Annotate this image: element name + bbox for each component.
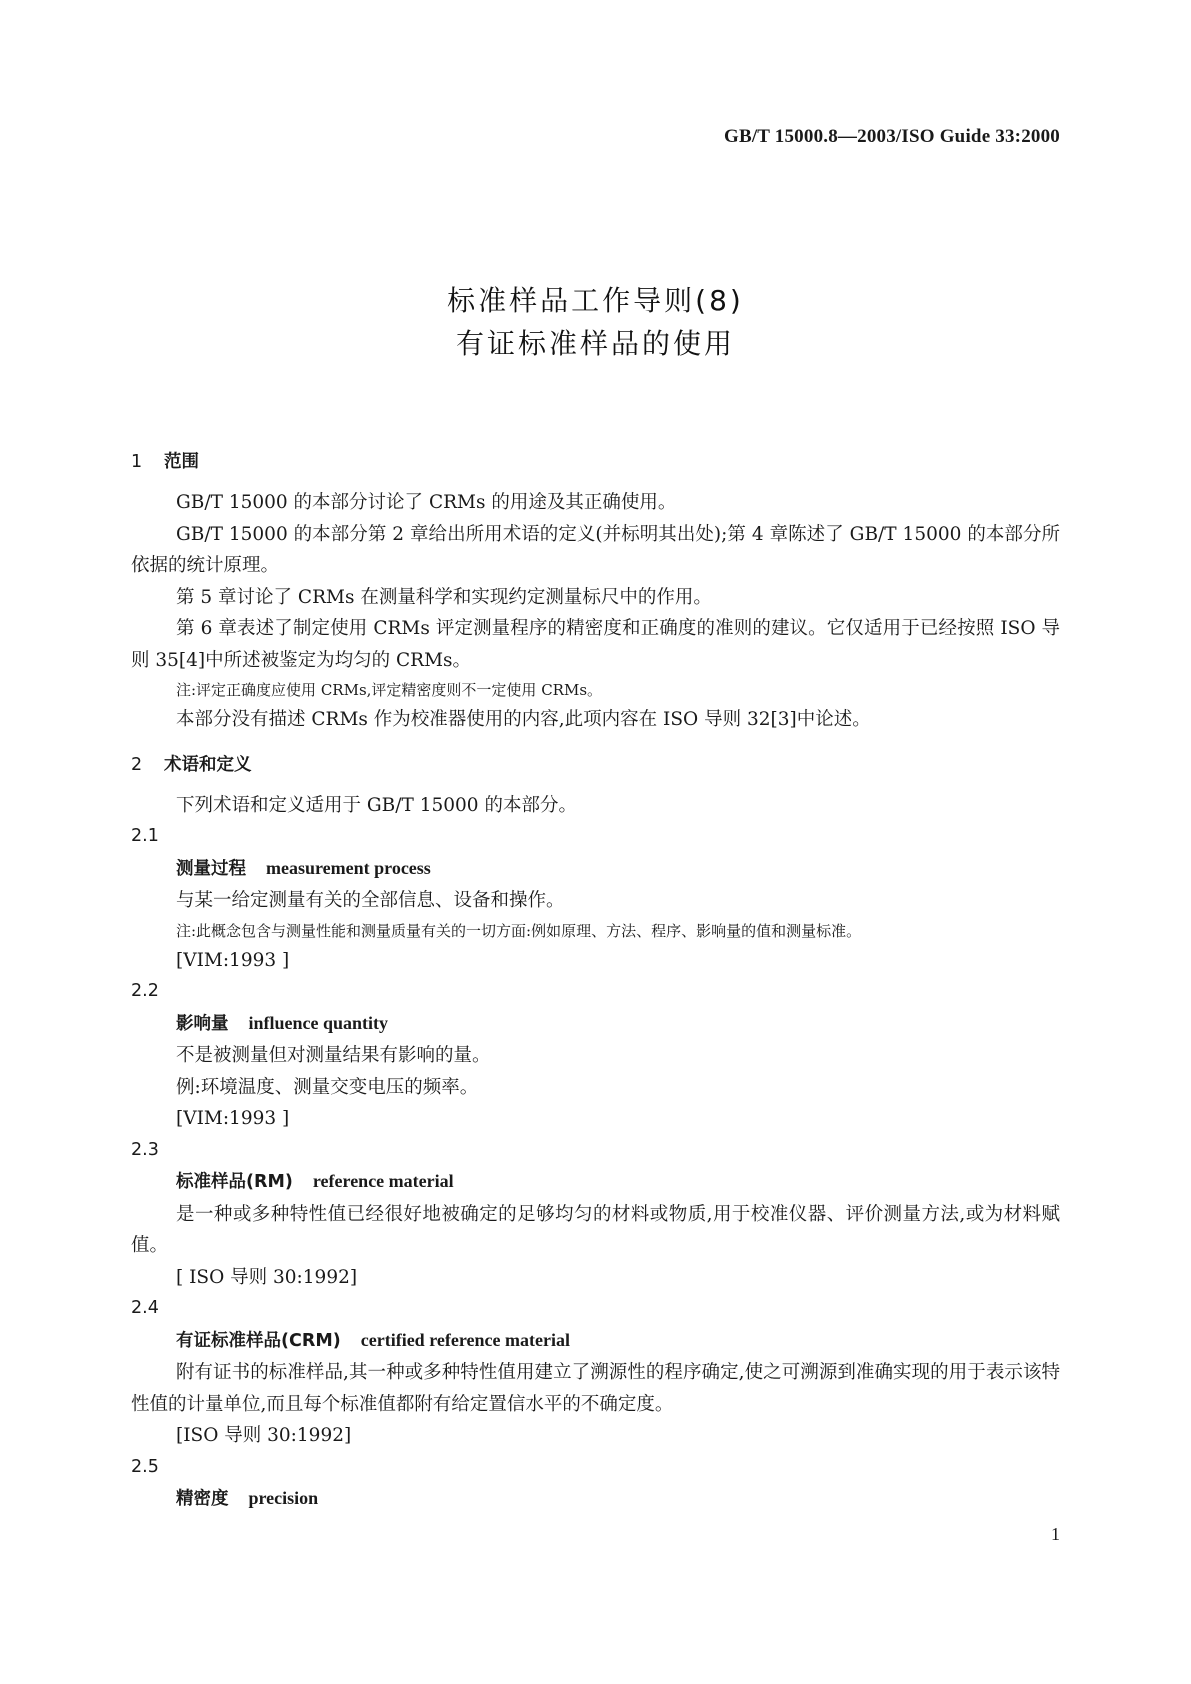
term-entry xyxy=(131,1325,1060,1358)
paragraph: GB/T 15000 的本部分第 2 章给出所用术语的定义(并标明其出处);第 4 章陈述了 GB/T 15000 的本部分所依据的统计原理。 xyxy=(131,523,1060,576)
section-number: 1 xyxy=(131,452,143,472)
page-number: 1 xyxy=(1051,1524,1060,1544)
section-heading-scope xyxy=(131,445,1060,479)
term-example: 例:环境温度、测量交变电压的频率。 xyxy=(176,1076,479,1098)
term-chinese: 精密度 xyxy=(176,1489,229,1509)
term-definition: 是一种或多种特性值已经很好地被确定的足够均匀的材料或物质,用于校准仪器、评价测量方法,或为材料赋值。 xyxy=(131,1203,1060,1256)
term-english: measurement process xyxy=(266,857,431,878)
paragraph: 第 5 章讨论了 CRMs 在测量科学和实现约定测量标尺中的作用。 xyxy=(176,586,712,608)
term-entry xyxy=(131,1483,1060,1516)
note: 注:此概念包含与测量性能和测量质量有关的一切方面:例如原理、方法、程序、影响量的值和测量标准。 xyxy=(176,921,862,940)
term-chinese: 测量过程 xyxy=(176,858,246,879)
term-definition: 不是被测量但对测量结果有影响的量。 xyxy=(176,1045,491,1066)
term-english: influence quantity xyxy=(248,1012,389,1033)
term-english: precision xyxy=(248,1488,319,1508)
note: 注:评定正确度应使用 CRMs,评定精密度则不一定使用 CRMs。 xyxy=(176,681,603,699)
term-english: reference material xyxy=(312,1171,454,1191)
term-chinese: 影响量 xyxy=(176,1013,229,1034)
paragraph: 本部分没有描述 CRMs 作为校准器使用的内容,此项内容在 ISO 导则 32[3]中论述。 xyxy=(176,709,871,730)
term-chinese: 标准样品(RM) xyxy=(176,1172,293,1192)
term-source: [ISO 导则 30:1992] xyxy=(176,1425,352,1446)
term-entry xyxy=(131,1166,1060,1199)
document-title: 标准样品工作导则(8) xyxy=(447,284,744,317)
term-chinese: 有证标准样品(CRM) xyxy=(176,1330,341,1351)
term-entry xyxy=(131,1008,1060,1041)
term-source: [VIM:1993 ] xyxy=(176,949,290,971)
clause-number: 2.3 xyxy=(131,1139,159,1160)
term-entry xyxy=(131,853,1060,886)
document-body xyxy=(131,445,1060,1516)
term-source: [ ISO 导则 30:1992] xyxy=(176,1266,358,1288)
term-definition: 附有证书的标准样品,其一种或多种特性值用建立了溯源性的程序确定,使之可溯源到准确实现的用于表示该特性值的计量单位,而且每个标准值都附有给定置信水平的不确定度。 xyxy=(131,1362,1060,1415)
section-number: 2 xyxy=(131,754,143,775)
clause-number: 2.5 xyxy=(131,1456,159,1477)
paragraph: 第 6 章表述了制定使用 CRMs 评定测量程序的精密度和正确度的准则的建议。它仅适用于已经按照 ISO 导则 35[4]中所述被鉴定为均匀的 CRMs。 xyxy=(131,618,1060,671)
paragraph: GB/T 15000 的本部分讨论了 CRMs 的用途及其正确使用。 xyxy=(176,492,677,513)
paragraph: 下列术语和定义适用于 GB/T 15000 的本部分。 xyxy=(176,794,577,816)
term-definition: 与某一给定测量有关的全部信息、设备和操作。 xyxy=(176,890,565,911)
clause-number: 2.4 xyxy=(131,1298,159,1318)
term-source: [VIM:1993 ] xyxy=(176,1108,290,1129)
term-english: certified reference material xyxy=(360,1329,570,1350)
document-subtitle: 有证标准样品的使用 xyxy=(455,327,735,360)
section-title: 范围 xyxy=(164,452,199,472)
clause-number: 2.2 xyxy=(131,981,159,1001)
section-heading-terms xyxy=(131,748,1060,782)
clause-number: 2.1 xyxy=(131,826,159,846)
section-title: 术语和定义 xyxy=(164,754,252,775)
standard-number: GB/T 15000.8—2003/ISO Guide 33:2000 xyxy=(723,126,1060,147)
